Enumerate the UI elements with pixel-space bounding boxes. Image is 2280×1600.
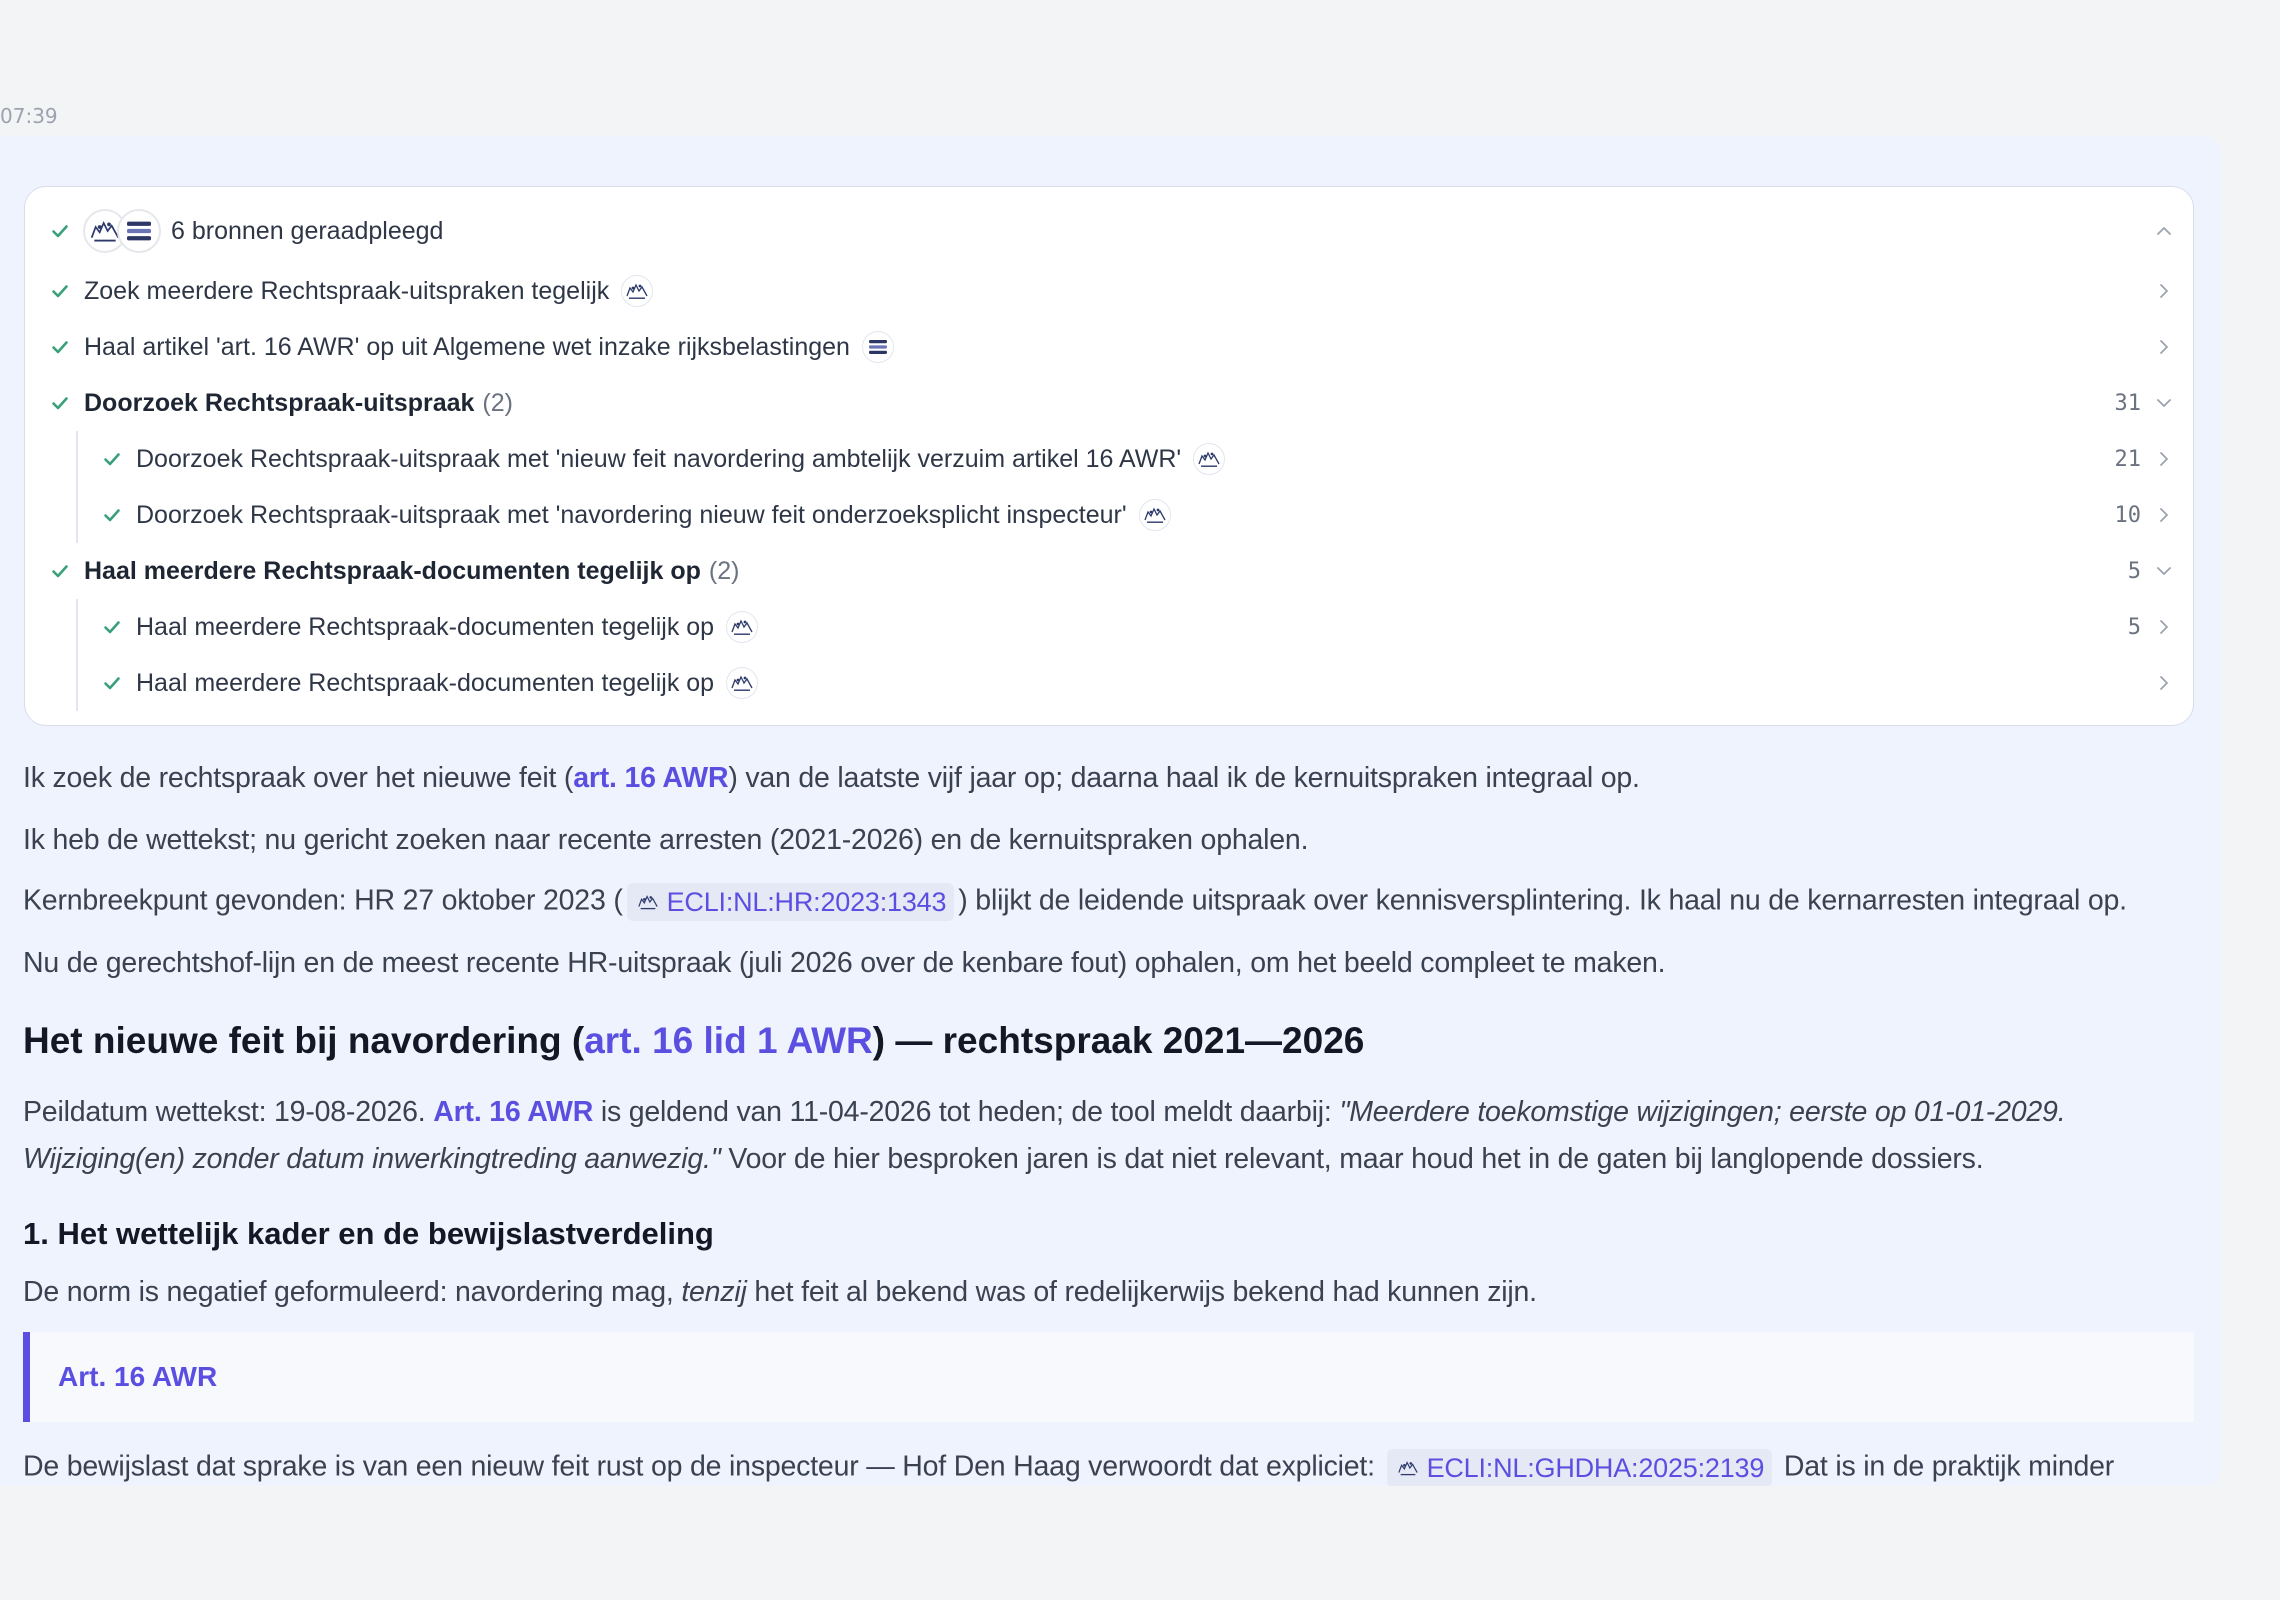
sources-summary-label: 6 bronnen geraadpleegd (171, 216, 444, 245)
chevron-right-icon[interactable] (2155, 338, 2173, 356)
chevron-down-icon[interactable] (2155, 394, 2173, 412)
wetten-logo-icon (862, 331, 894, 363)
check-icon (101, 448, 123, 470)
quoted-text: "Meerdere toekomstige wijzigingen; eerste op 01-01-2029. (1339, 1096, 2066, 1128)
text: het feit al bekend was of redelijkerwijs bekend had kunnen zijn. (746, 1276, 1537, 1308)
source-row[interactable] (25, 487, 2193, 543)
text: is geldend van 11-04-2026 tot heden; de tool meldt daarbij: (593, 1096, 1340, 1128)
message-timestamp: 07:39 (0, 104, 58, 128)
source-row-label: Haal meerdere Rechtspraak-documenten tegelijk op (136, 612, 715, 641)
sources-panel (24, 186, 2194, 726)
text: De norm is negatief geformuleerd: navordering mag, (23, 1276, 682, 1308)
text: Voor de hier besproken jaren is dat niet relevant, maar houd het in de gaten bij langlopende dossiers. (720, 1143, 1984, 1175)
rechtspraak-logo-icon (635, 891, 661, 913)
check-icon (101, 616, 123, 638)
rechtspraak-logo-icon (1395, 1457, 1421, 1479)
check-icon (49, 336, 71, 358)
text: ) blijkt de leidende uitspraak over kennisversplintering. Ik haal nu de kernarresten integraal op. (958, 884, 2127, 917)
text: ) van de laatste vijf jaar op; daarna haal ik de kernuitspraken integraal op. (728, 762, 1640, 794)
paragraph (23, 1096, 2065, 1129)
chevron-right-icon[interactable] (2155, 282, 2173, 300)
rechtspraak-logo-icon (1193, 443, 1225, 475)
paragraph (23, 883, 2127, 921)
ecli-citation-chip[interactable] (1387, 1449, 1773, 1486)
chevron-right-icon[interactable] (2155, 450, 2173, 468)
source-row-label: Haal artikel 'art. 16 AWR' op uit Algemene wet inzake rijksbelastingen (84, 332, 850, 361)
chevron-right-icon[interactable] (2155, 618, 2173, 636)
result-count: 10 (2114, 502, 2141, 528)
paragraph (23, 1143, 1983, 1176)
source-row-label: Zoek meerdere Rechtspraak-uitspraken tegelijk (84, 276, 610, 305)
check-icon (49, 560, 71, 582)
text: Het nieuwe feit bij navordering ( (23, 1020, 585, 1061)
result-count: 5 (2127, 558, 2141, 584)
source-group-label: Haal meerdere Rechtspraak-documenten tegelijk op (84, 556, 701, 585)
law-quote-block (23, 1332, 2194, 1422)
source-group-count: (2) (708, 556, 740, 585)
paragraph: Nu de gerechtshof-lijn en de meest recente HR-uitspraak (juli 2026 over de kenbare fout) ophalen, om het beeld compleet te maken. (23, 947, 1666, 979)
ecli-citation-chip[interactable] (627, 883, 955, 921)
rechtspraak-logo-icon (726, 611, 758, 643)
source-group-label: Doorzoek Rechtspraak-uitspraak (84, 388, 475, 417)
check-icon (49, 220, 71, 242)
check-icon (49, 392, 71, 414)
law-link[interactable]: art. 16 AWR (573, 762, 729, 794)
text: ) — rechtspraak 2021—2026 (872, 1020, 1365, 1061)
assistant-message (0, 136, 2222, 1486)
text: Dat is in de praktijk minder (1776, 1450, 2115, 1483)
text: Peildatum wettekst: 19-08-2026. (23, 1096, 434, 1128)
text: Ik zoek de rechtspraak over het nieuwe feit ( (23, 762, 574, 794)
text: De bewijslast dat sprake is van een nieuw feit rust op de inspecteur — Hof Den Haag verwoordt dat expliciet: (23, 1450, 1383, 1483)
chevron-right-icon[interactable] (2155, 674, 2173, 692)
wetten-logo-icon (117, 209, 161, 253)
check-icon (101, 672, 123, 694)
paragraph (23, 1276, 1537, 1309)
ecli-label: ECLI:NL:GHDHA:2025:2139 (1426, 1452, 1765, 1483)
result-count: 31 (2114, 390, 2141, 416)
text: Kernbreekpunt gevonden: HR 27 oktober 2023 ( (23, 884, 623, 917)
chevron-right-icon[interactable] (2155, 506, 2173, 524)
ecli-label: ECLI:NL:HR:2023:1343 (666, 886, 947, 917)
paragraph: Ik heb de wettekst; nu gericht zoeken naar recente arresten (2021-2026) en de kernuitspraken ophalen. (23, 824, 1309, 856)
check-icon (101, 504, 123, 526)
result-count: 5 (2127, 614, 2141, 640)
source-row-label: Doorzoek Rechtspraak-uitspraak met 'nieuw feit navordering ambtelijk verzuim artikel 16 AWR' (136, 444, 1182, 473)
law-link[interactable]: art. 16 lid 1 AWR (584, 1020, 873, 1061)
law-quote-title[interactable]: Art. 16 AWR (58, 1361, 218, 1392)
source-row[interactable] (25, 431, 2193, 487)
quoted-text: Wijziging(en) zonder datum inwerkingtreding aanwezig." (23, 1143, 721, 1175)
law-link[interactable]: Art. 16 AWR (433, 1096, 594, 1128)
sources-summary-toggle[interactable] (25, 203, 2193, 259)
source-group-row[interactable] (25, 543, 2193, 599)
chevron-down-icon[interactable] (2155, 562, 2173, 580)
source-avatars (83, 209, 161, 253)
paragraph (23, 762, 1640, 795)
paragraph (23, 1449, 2114, 1486)
source-row-label: Haal meerdere Rechtspraak-documenten tegelijk op (136, 668, 715, 697)
rechtspraak-logo-icon (1139, 499, 1171, 531)
rechtspraak-logo-icon (621, 275, 653, 307)
result-count: 21 (2114, 446, 2141, 472)
source-row[interactable] (25, 599, 2193, 655)
source-row[interactable] (25, 263, 2193, 319)
subsection-heading: 1. Het wettelijk kader en de bewijslastverdeling (23, 1216, 714, 1251)
source-row[interactable] (25, 655, 2193, 711)
section-heading (23, 1020, 1364, 1062)
check-icon (49, 280, 71, 302)
emphasis: tenzij (681, 1276, 747, 1308)
source-group-row[interactable] (25, 375, 2193, 431)
source-group-count: (2) (482, 388, 513, 417)
source-row[interactable] (25, 319, 2193, 375)
source-row-label: Doorzoek Rechtspraak-uitspraak met 'navordering nieuw feit onderzoeksplicht inspecteur' (136, 500, 1127, 529)
rechtspraak-logo-icon (726, 667, 758, 699)
chevron-up-icon[interactable] (2155, 222, 2173, 240)
